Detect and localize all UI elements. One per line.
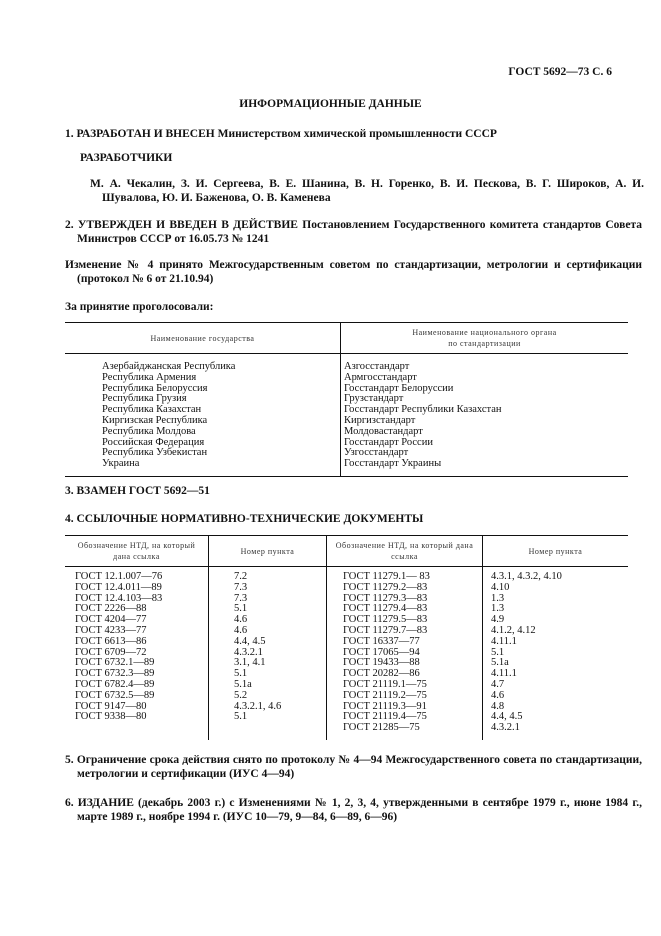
ntd-designation: ГОСТ 9338—80 [65, 712, 209, 723]
ntd-designation: ГОСТ 11279.4—83 [327, 604, 483, 615]
ntd-designation: ГОСТ 4204—77 [65, 615, 209, 626]
standards-body-name: Госстандарт Белоруссии [344, 382, 454, 394]
clause-number: 5.1а [209, 680, 327, 691]
clause-number: 4.6 [209, 626, 327, 637]
clause-number: 4.3.2.1, 4.6 [209, 702, 327, 713]
ntd-designation: ГОСТ 20282—86 [327, 669, 483, 680]
refs-header-clause-right: Номер пункта [483, 536, 629, 567]
ntd-designation: ГОСТ 6613—86 [65, 637, 209, 648]
clause-number [209, 723, 327, 734]
ntd-designation: ГОСТ 9147—80 [65, 702, 209, 713]
ntd-designation: ГОСТ 11279.3—83 [327, 594, 483, 605]
clause-number: 4.3.1, 4.3.2, 4.10 [491, 571, 562, 582]
ntd-designation: ГОСТ 6782.4—89 [65, 680, 209, 691]
state-name: Российская Федерация [65, 438, 341, 449]
item-3: 3. ВЗАМЕН ГОСТ 5692—51 [65, 485, 210, 497]
standards-body-name: Госстандарт Украины [344, 458, 442, 470]
clause-number: 1.3 [491, 592, 505, 604]
votes-row [65, 373, 628, 384]
item-2-lead: 2. УТВЕРЖДЕН И ВВЕДЕН В ДЕЙСТВИЕ [65, 219, 298, 231]
refs-row [65, 637, 628, 648]
standards-body-name: Молдовастандарт [344, 425, 423, 437]
item-6: 6. ИЗДАНИЕ (декабрь 2003 г.) с Изменениями № 1, 2, 3, 4, утвержденными в сентябре 1979 г., июне 1984 г., марте 1989 г., ноябре 1994 г. (ИУС 10—79, 9—84, 6—89, 6—96) [65, 797, 642, 823]
standards-body-name: Армгосстандарт [344, 371, 417, 383]
ntd-designation: ГОСТ 11279.1— 83 [327, 572, 483, 583]
ntd-designation: ГОСТ 11279.5—83 [327, 615, 483, 626]
refs-row [65, 583, 628, 594]
ntd-designation: ГОСТ 16337—77 [327, 637, 483, 648]
clause-number: 4.11.1 [491, 635, 517, 647]
ntd-designation: ГОСТ 12.4.103—83 [65, 594, 209, 605]
clause-number: 3.1, 4.1 [209, 658, 327, 669]
standards-body-name: Грузстандарт [344, 393, 404, 405]
clause-number: 5.1 [209, 604, 327, 615]
state-name: Республика Узбекистан [65, 448, 341, 459]
state-name: Республика Армения [65, 373, 341, 384]
item-1-text: Министерством химической промышленности СССР [217, 128, 497, 140]
ntd-designation: ГОСТ 21119.1—75 [327, 680, 483, 691]
state-name: Республика Казахстан [65, 405, 341, 416]
standards-body-name: Азгосстандарт [344, 361, 410, 372]
voted-heading: За принятие проголосовали: [65, 301, 214, 313]
clause-number: 4.3.2.1 [491, 722, 520, 734]
item-5: 5. Ограничение срока действия снято по протоколу № 4—94 Межгосударственного совета по стандартизации, метрологии и сертификации (ИУС 4—94) [65, 754, 642, 780]
state-name: Республика Молдова [65, 427, 341, 438]
ntd-designation: ГОСТ 6732.3—89 [65, 669, 209, 680]
clause-number: 4.3.2.1 [209, 648, 327, 659]
ntd-designation: ГОСТ 6732.1—89 [65, 658, 209, 669]
clause-number: 5.2 [209, 691, 327, 702]
page-title: ИНФОРМАЦИОННЫЕ ДАННЫЕ [239, 98, 422, 110]
references-table [65, 535, 628, 740]
refs-header-clause-left: Номер пункта [209, 536, 327, 567]
item-2-text: Постановлением Государственного комитета стандартов Совета Министров СССР от 16.05.73 № 1241 [77, 219, 642, 245]
ntd-designation: ГОСТ 12.1.007—76 [65, 572, 209, 583]
ntd-designation: ГОСТ 11279.2—83 [327, 583, 483, 594]
state-name: Азербайджанская Республика [65, 362, 341, 373]
item-1 [65, 127, 630, 141]
ntd-designation: ГОСТ 17065—94 [327, 648, 483, 659]
state-name: Республика Грузия [65, 394, 341, 405]
ntd-designation: ГОСТ 4233—77 [65, 626, 209, 637]
ntd-designation: ГОСТ 12.4.011—89 [65, 583, 209, 594]
developers-heading: РАЗРАБОТЧИКИ [80, 152, 173, 164]
ntd-designation: ГОСТ 21285—75 [327, 723, 483, 734]
clause-number: 5.1 [491, 646, 505, 658]
ntd-designation: ГОСТ 19433—88 [327, 658, 483, 669]
refs-header-ntd-right: Обозначение НТД, на который дана ссылка [327, 536, 483, 567]
clause-number: 4.10 [491, 581, 510, 593]
item-1-lead: 1. РАЗРАБОТАН И ВНЕСЕН [65, 128, 215, 140]
votes-row [65, 459, 628, 470]
ntd-designation: ГОСТ 11279.7—83 [327, 626, 483, 637]
votes-header-body: Наименование национального органа по стандартизации [341, 323, 629, 354]
clause-number: 4.8 [491, 700, 505, 712]
clause-number: 4.4, 4.5 [491, 711, 523, 723]
standards-body-name: Киргизстандарт [344, 414, 416, 426]
ntd-designation: ГОСТ 2226—88 [65, 604, 209, 615]
clause-number: 4.1.2, 4.12 [491, 624, 536, 636]
clause-number: 1.3 [491, 603, 505, 615]
clause-number: 4.7 [491, 678, 505, 690]
clause-number: 4.9 [491, 614, 505, 626]
developers-list: М. А. Чекалин, З. И. Сергеева, В. Е. Шанина, В. Н. Горенко, В. И. Пескова, В. Г. Широков, А. И. Шувалова, Ю. И. Баженова, О. В. Каменева [90, 178, 644, 204]
item-4: 4. ССЫЛОЧНЫЕ НОРМАТИВНО-ТЕХНИЧЕСКИЕ ДОКУМЕНТЫ [65, 513, 424, 525]
votes-table [65, 322, 628, 477]
clause-number: 4.6 [491, 689, 505, 701]
page-header-doc-ref: ГОСТ 5692—73 С. 6 [508, 66, 612, 78]
ntd-designation: ГОСТ 21119.3—91 [327, 702, 483, 713]
clause-number: 4.11.1 [491, 668, 517, 680]
amendment-note: Изменение № 4 принято Межгосударственным советом по стандартизации, метрологии и сертификации (протокол № 6 от 21.10.94) [65, 259, 642, 285]
clause-number: 4.4, 4.5 [209, 637, 327, 648]
clause-number: 5.1 [209, 712, 327, 723]
clause-number: 5.1а [491, 657, 509, 669]
refs-header-ntd-left: Обозначение НТД, на который дана ссылка [65, 536, 209, 567]
standards-body-name: Узгосстандарт [344, 447, 409, 459]
item-2 [65, 218, 642, 246]
ntd-designation: ГОСТ 21119.4—75 [327, 712, 483, 723]
votes-header-state: Наименование государства [65, 323, 341, 354]
clause-number: 7.3 [209, 594, 327, 605]
ntd-designation: ГОСТ 6709—72 [65, 648, 209, 659]
clause-number: 4.6 [209, 615, 327, 626]
votes-row [65, 427, 628, 438]
state-name: Республика Белоруссия [65, 384, 341, 395]
ntd-designation [65, 723, 209, 734]
ntd-designation: ГОСТ 21119.2—75 [327, 691, 483, 702]
clause-number: 7.3 [209, 583, 327, 594]
refs-row [65, 691, 628, 702]
standards-body-name: Госстандарт Республики Казахстан [344, 404, 502, 416]
standards-body-name: Госстандарт России [344, 436, 433, 448]
clause-number: 7.2 [209, 572, 327, 583]
refs-row [65, 723, 628, 734]
clause-number: 5.1 [209, 669, 327, 680]
state-name: Украина [65, 459, 341, 470]
state-name: Киргизская Республика [65, 416, 341, 427]
ntd-designation: ГОСТ 6732.5—89 [65, 691, 209, 702]
